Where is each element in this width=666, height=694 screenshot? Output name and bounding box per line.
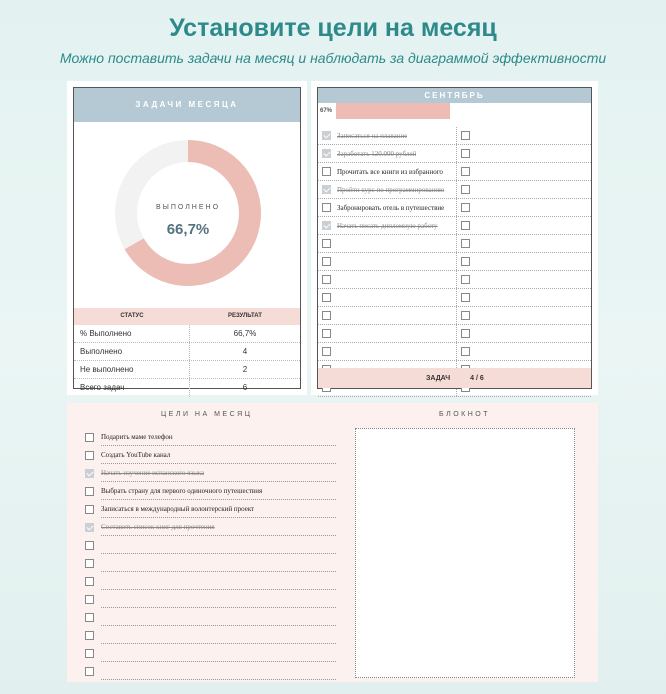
- goal-checkbox[interactable]: [85, 613, 94, 622]
- notepad-title: БЛОКНОТ: [439, 411, 490, 418]
- goal-text: Подарить маме телефон: [101, 432, 173, 441]
- stats-result-cell: 6: [242, 383, 248, 392]
- donut-value: 66,7%: [166, 221, 210, 238]
- progress-bar: [336, 103, 506, 119]
- page-subtitle: Можно поставить задачи на месяц и наблюдать за диаграммой эффективности: [59, 50, 607, 66]
- goal-line[interactable]: [101, 590, 336, 608]
- task-text[interactable]: Прочитать все книги из избранного: [337, 167, 443, 176]
- task-row: [318, 253, 591, 271]
- stats-row: [74, 361, 300, 379]
- stats-table: [74, 308, 300, 397]
- stats-row: [74, 325, 300, 343]
- goals-list: [84, 428, 336, 680]
- notepad-area[interactable]: [355, 428, 575, 678]
- task-cell: [318, 325, 457, 342]
- goal-line[interactable]: [101, 662, 336, 680]
- goal-line[interactable]: [101, 518, 336, 536]
- tasks-footer: [318, 368, 591, 388]
- task-extra-checkbox[interactable]: [461, 185, 470, 194]
- task-extra-cell: [457, 253, 591, 270]
- task-extra-cell: [457, 325, 591, 342]
- task-text[interactable]: Забронировать отель в путешествие: [337, 203, 445, 212]
- stats-row: [74, 343, 300, 361]
- goals-title: ЦЕЛИ НА МЕСЯЦ: [161, 411, 253, 418]
- goal-line[interactable]: [101, 500, 336, 518]
- stats-status-cell: Всего задач: [74, 379, 190, 397]
- task-extra-checkbox[interactable]: [461, 293, 470, 302]
- goal-row: [84, 428, 336, 446]
- month-title: СЕНТЯБРЬ: [318, 88, 591, 103]
- goal-row: [84, 518, 336, 536]
- goal-checkbox[interactable]: [85, 649, 94, 658]
- task-cell: [318, 145, 457, 162]
- goal-line[interactable]: [101, 464, 336, 482]
- task-extra-checkbox[interactable]: [461, 239, 470, 248]
- task-extra-cell: [457, 199, 591, 216]
- task-row: [318, 235, 591, 253]
- donut-label: ВЫПОЛНЕНО: [155, 204, 221, 211]
- task-extra-checkbox[interactable]: [461, 149, 470, 158]
- goal-checkbox[interactable]: [85, 631, 94, 640]
- task-cell: [318, 271, 457, 288]
- donut-svg: [113, 138, 263, 288]
- task-checkbox[interactable]: [322, 185, 331, 194]
- goal-checkbox[interactable]: [85, 523, 94, 532]
- task-extra-checkbox[interactable]: [461, 221, 470, 230]
- task-extra-cell: [457, 289, 591, 306]
- task-row: [318, 289, 591, 307]
- goal-checkbox[interactable]: [85, 451, 94, 460]
- task-text[interactable]: Пройти курс по программированию: [337, 185, 445, 194]
- goal-line[interactable]: [101, 644, 336, 662]
- task-checkbox[interactable]: [322, 131, 331, 140]
- goal-row: [84, 572, 336, 590]
- task-checkbox[interactable]: [322, 347, 331, 356]
- task-cell: [318, 163, 457, 180]
- task-checkbox[interactable]: [322, 149, 331, 158]
- goal-row: [84, 482, 336, 500]
- task-extra-cell: [457, 307, 591, 324]
- goal-checkbox[interactable]: [85, 541, 94, 550]
- goal-text: Выбрать страну для первого одиночного путешествия: [101, 486, 263, 495]
- task-checkbox[interactable]: [322, 221, 331, 230]
- month-progress: [318, 103, 591, 119]
- task-cell: [318, 307, 457, 324]
- progress-label: 67%: [320, 108, 333, 114]
- task-row: [318, 181, 591, 199]
- task-row: [318, 199, 591, 217]
- goal-row: [84, 608, 336, 626]
- task-cell: [318, 253, 457, 270]
- goal-row: [84, 662, 336, 680]
- task-row: [318, 145, 591, 163]
- task-row: [318, 307, 591, 325]
- goal-checkbox[interactable]: [85, 559, 94, 568]
- goal-row: [84, 626, 336, 644]
- goal-line[interactable]: [101, 482, 336, 500]
- goal-checkbox[interactable]: [85, 487, 94, 496]
- summary-sheet: [67, 81, 307, 395]
- task-cell: [318, 217, 457, 234]
- goal-line[interactable]: [101, 626, 336, 644]
- stats-status-cell: Выполнено: [74, 343, 190, 360]
- summary-panel: [73, 87, 301, 392]
- stats-status-cell: % Выполнено: [74, 325, 190, 342]
- goal-row: [84, 644, 336, 662]
- task-text[interactable]: Записаться на плавание: [337, 131, 408, 140]
- progress-bar-fill: [336, 103, 450, 119]
- stats-result-cell: 2: [242, 365, 248, 374]
- stats-row: [74, 379, 300, 397]
- task-extra-cell: [457, 181, 591, 198]
- goal-line[interactable]: [101, 572, 336, 590]
- task-extra-checkbox[interactable]: [461, 257, 470, 266]
- stats-header: [74, 308, 300, 325]
- goal-text: Создать YouTube канал: [101, 450, 171, 459]
- task-extra-checkbox[interactable]: [461, 311, 470, 320]
- tasks-footer-label: ЗАДАЧ: [426, 374, 451, 382]
- task-row: [318, 127, 591, 145]
- goal-checkbox[interactable]: [85, 577, 94, 586]
- task-checkbox[interactable]: [322, 293, 331, 302]
- task-checkbox[interactable]: [322, 167, 331, 176]
- task-extra-checkbox[interactable]: [461, 275, 470, 284]
- task-cell: [318, 235, 457, 252]
- task-checkbox[interactable]: [322, 329, 331, 338]
- goal-row: [84, 500, 336, 518]
- stats-status-cell: Не выполнено: [74, 361, 190, 378]
- goal-row: [84, 590, 336, 608]
- task-cell: [318, 199, 457, 216]
- task-extra-cell: [457, 145, 591, 162]
- task-row: [318, 163, 591, 181]
- tasks-footer-value: 4 / 6: [470, 374, 484, 382]
- task-row: [318, 217, 591, 235]
- task-extra-cell: [457, 163, 591, 180]
- task-row: [318, 325, 591, 343]
- goal-checkbox[interactable]: [85, 595, 94, 604]
- task-checkbox[interactable]: [322, 275, 331, 284]
- goals-sheet: [67, 403, 598, 682]
- task-extra-checkbox[interactable]: [461, 131, 470, 140]
- task-checkbox[interactable]: [322, 203, 331, 212]
- task-list: [318, 127, 591, 397]
- goal-checkbox[interactable]: [85, 433, 94, 442]
- goal-row: [84, 554, 336, 572]
- goal-text: Записаться в международный волонтерский проект: [101, 504, 255, 513]
- task-extra-checkbox[interactable]: [461, 167, 470, 176]
- task-text[interactable]: Заработать 120.000 рублей: [337, 149, 417, 158]
- goal-row: [84, 464, 336, 482]
- task-extra-checkbox[interactable]: [461, 329, 470, 338]
- task-row: [318, 271, 591, 289]
- task-cell: [318, 343, 457, 360]
- task-cell: [318, 289, 457, 306]
- stats-result-cell: 66,7%: [233, 329, 257, 338]
- stats-result-cell: 4: [242, 347, 248, 356]
- task-extra-checkbox[interactable]: [461, 347, 470, 356]
- task-extra-cell: [457, 235, 591, 252]
- goal-row: [84, 536, 336, 554]
- task-checkbox[interactable]: [322, 311, 331, 320]
- task-cell: [318, 127, 457, 144]
- task-cell: [318, 181, 457, 198]
- goal-checkbox[interactable]: [85, 667, 94, 676]
- task-row: [318, 343, 591, 361]
- month-sheet: [311, 81, 598, 395]
- task-text[interactable]: Начать писать дипломную работу: [337, 221, 438, 230]
- task-extra-cell: [457, 127, 591, 144]
- goal-checkbox[interactable]: [85, 469, 94, 478]
- stats-col-status: СТАТУС: [120, 313, 144, 319]
- goal-checkbox[interactable]: [85, 505, 94, 514]
- summary-title: ЗАДАЧИ МЕСЯЦА: [74, 88, 300, 122]
- goal-row: [84, 446, 336, 464]
- goal-line[interactable]: [101, 536, 336, 554]
- goal-line[interactable]: [101, 608, 336, 626]
- task-checkbox[interactable]: [322, 239, 331, 248]
- completion-donut-chart: [113, 138, 263, 288]
- task-extra-cell: [457, 343, 591, 360]
- month-panel: [317, 87, 592, 389]
- goal-line[interactable]: [101, 554, 336, 572]
- task-extra-checkbox[interactable]: [461, 203, 470, 212]
- goal-text: Начать изучение испанского языка: [101, 468, 205, 477]
- task-extra-cell: [457, 217, 591, 234]
- goal-line[interactable]: [101, 428, 336, 446]
- task-extra-cell: [457, 271, 591, 288]
- stats-col-result: РЕЗУЛЬТАТ: [228, 313, 262, 319]
- goal-line[interactable]: [101, 446, 336, 464]
- page-title: Установите цели на месяц: [169, 14, 497, 42]
- goal-text: Составить список книг для прочтения: [101, 522, 215, 531]
- task-checkbox[interactable]: [322, 257, 331, 266]
